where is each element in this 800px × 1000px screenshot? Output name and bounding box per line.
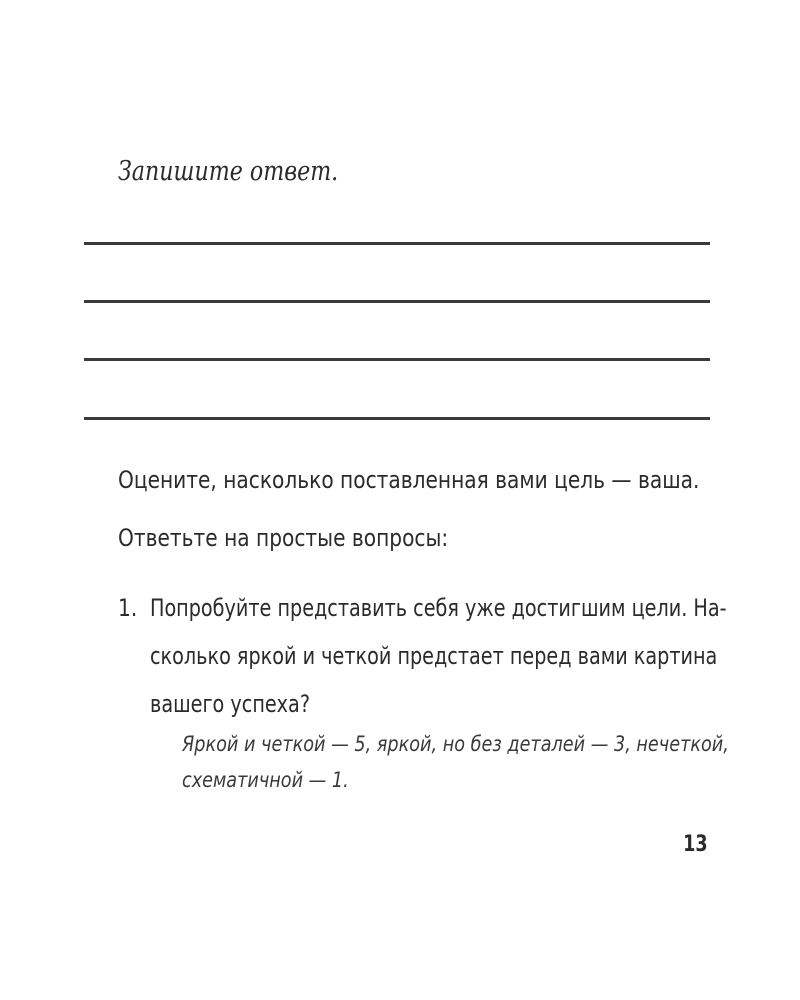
question-text-line: Попробуйте представить себя уже достигшим цели. На- bbox=[150, 594, 727, 622]
paragraph-evaluate-goal: Оцените, насколько поставленная вами цель — ваша. bbox=[118, 466, 700, 494]
paragraph-answer-questions: Ответьте на простые вопросы: bbox=[118, 524, 449, 552]
question-number: 1. bbox=[118, 594, 138, 622]
page-number: 13 bbox=[683, 832, 708, 857]
answer-line[interactable] bbox=[84, 358, 710, 361]
answer-line[interactable] bbox=[84, 300, 710, 303]
rating-scale-line: Яркой и четкой — 5, яркой, но без деталей — 3, нечеткой, bbox=[182, 732, 729, 756]
answer-line[interactable] bbox=[84, 417, 710, 420]
rating-scale-line: схематичной — 1. bbox=[182, 768, 349, 792]
answer-line[interactable] bbox=[84, 242, 710, 245]
question-text-line: сколько яркой и четкой предстает перед вами картина bbox=[150, 642, 718, 670]
question-text-line: вашего успеха? bbox=[150, 690, 311, 718]
instruction-text: Запишите ответ. bbox=[118, 156, 339, 187]
